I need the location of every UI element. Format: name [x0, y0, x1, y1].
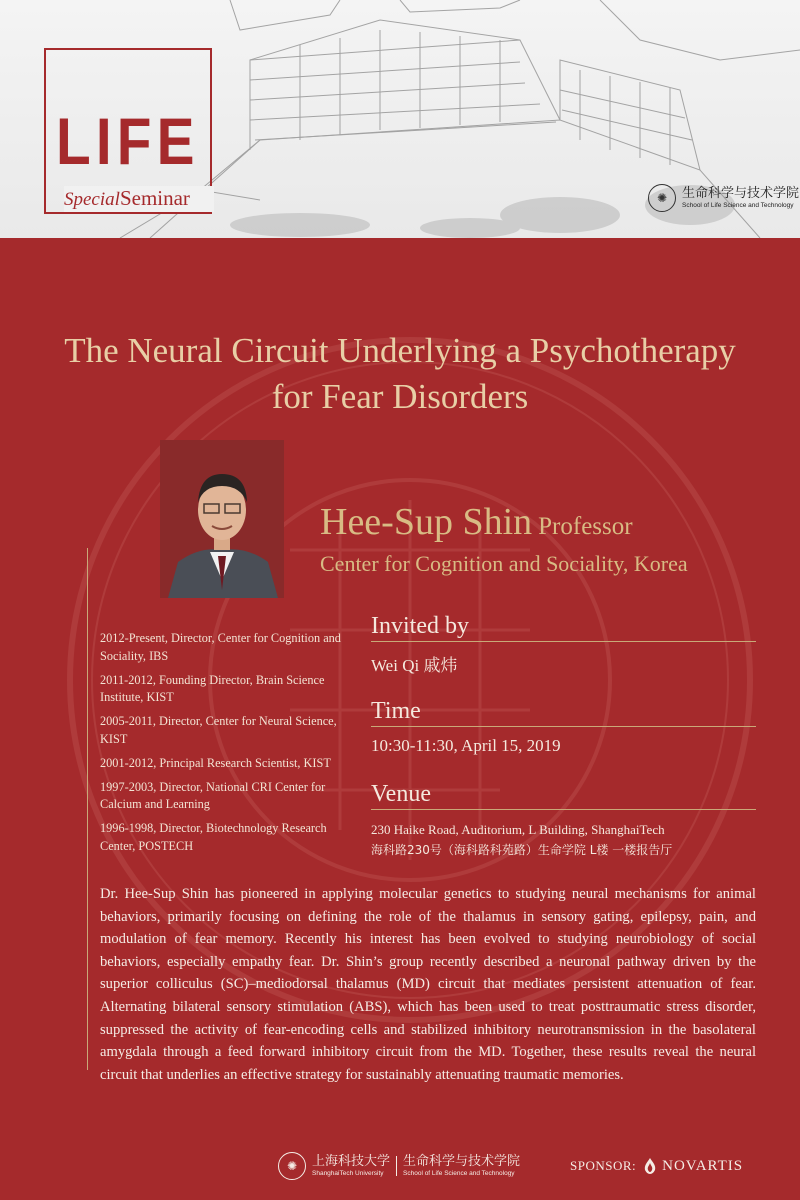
invited-section: [371, 613, 756, 676]
talk-abstract: Dr. Hee-Sup Shin has pioneered in applying molecular genetics to studying neural mechanisms for animal behaviors, primarily focusing on defining the role of the thalamus in sensory gating, epilepsy, pain, and modulation of fear memory. Recently his interest has been evolved to studying neurobiology of social behaviors, especially empathy fear. Dr. Shin’s group recently described a neuronal pathway driven by the superior colliculus (SC)–mediodorsal thalamus (MD) circuit that mediates persistent attenuation of fear. Alternating bilateral sensory stimulation (ABS), which has been used to treat posttraumatic stress disorder, suppressed the activity of fear-encoding cells and stabilized inhibitory neurotransmission in the basolateral amygdala through a feed forward inhibitory circuit from the MD. Together, these results reveal the neural circuit that underlies an effective strategy for sustainably attenuating traumatic memories.: [100, 886, 756, 1083]
sponsor-name: NOVARTIS: [662, 1157, 744, 1174]
venue-line-1: 230 Haike Road, Auditorium, L Building, ShanghaiTech: [371, 822, 665, 837]
time-heading: Time: [371, 698, 756, 727]
univ-name: [312, 1154, 390, 1178]
university-seal-icon: ✺: [648, 184, 676, 212]
sponsor-label: SPONSOR:: [570, 1158, 637, 1173]
talk-title-line-2: for Fear Disorders: [271, 377, 529, 416]
invited-value: Wei Qi 戚炜: [371, 656, 458, 675]
school-logo: [648, 184, 799, 212]
cv-item: 1996-1998, Director, Biotechnology Research Center, POSTECH: [100, 821, 327, 853]
school-name: [682, 186, 799, 210]
venue-heading: Venue: [371, 781, 756, 810]
univ-name-en: ShanghaiTech University: [312, 1170, 384, 1177]
speaker-rank: Professor: [538, 513, 633, 540]
shanghaitech-seal-icon: ✺: [278, 1152, 306, 1180]
time-section: [371, 698, 756, 756]
footer-divider: [396, 1156, 397, 1176]
invited-heading: Invited by: [371, 613, 756, 642]
school-name-en: School of Life Science and Technology: [682, 202, 794, 209]
life-logo-text: LIFE: [56, 104, 200, 178]
cv-item: 1997-2003, Director, National CRI Center for Calcium and Learning: [100, 779, 326, 811]
speaker-name: Hee-Sup Shin: [320, 501, 533, 543]
venue-section: [371, 781, 756, 860]
cv-item: 2001-2012, Principal Research Scientist, KIST: [100, 755, 331, 770]
footer-school-en: School of Life Science and Technology: [403, 1170, 515, 1177]
venue-line-2: 海科路230号（海科路科苑路）生命学院 L楼 一楼报告厅: [371, 843, 673, 857]
footer-logos: [278, 1152, 520, 1180]
footer-school-name: [403, 1154, 520, 1178]
cv-item: 2011-2012, Founding Director, Brain Science Institute, KIST: [100, 672, 325, 704]
novartis-flame-icon: [642, 1157, 658, 1175]
school-name-zh: 生命科学与技术学院: [682, 186, 800, 201]
special-word: Special: [64, 189, 120, 210]
seminar-word: Seminar: [119, 186, 190, 210]
speaker-affiliation: Center for Cognition and Sociality, Korea: [320, 551, 688, 576]
cv-item: 2005-2011, Director, Center for Neural Science, KIST: [100, 714, 337, 746]
header-banner: [0, 0, 800, 238]
sponsor: [570, 1157, 743, 1175]
venue-address-en: [371, 820, 756, 860]
vertical-divider: [87, 548, 88, 1070]
footer-school-zh: 生命科学与技术学院: [403, 1154, 521, 1169]
talk-title: [0, 328, 800, 420]
special-seminar-text: [64, 186, 214, 212]
univ-name-zh: 上海科技大学: [312, 1154, 391, 1169]
time-value: 10:30-11:30, April 15, 2019: [371, 736, 561, 755]
talk-title-line-1: The Neural Circuit Underlying a Psychotherapy: [64, 331, 736, 370]
speaker-portrait: [160, 440, 284, 598]
speaker-name-line: [320, 500, 633, 544]
cv-item: 2012-Present, Director, Center for Cognition and Sociality, IBS: [100, 631, 341, 663]
speaker-cv: [100, 630, 350, 862]
